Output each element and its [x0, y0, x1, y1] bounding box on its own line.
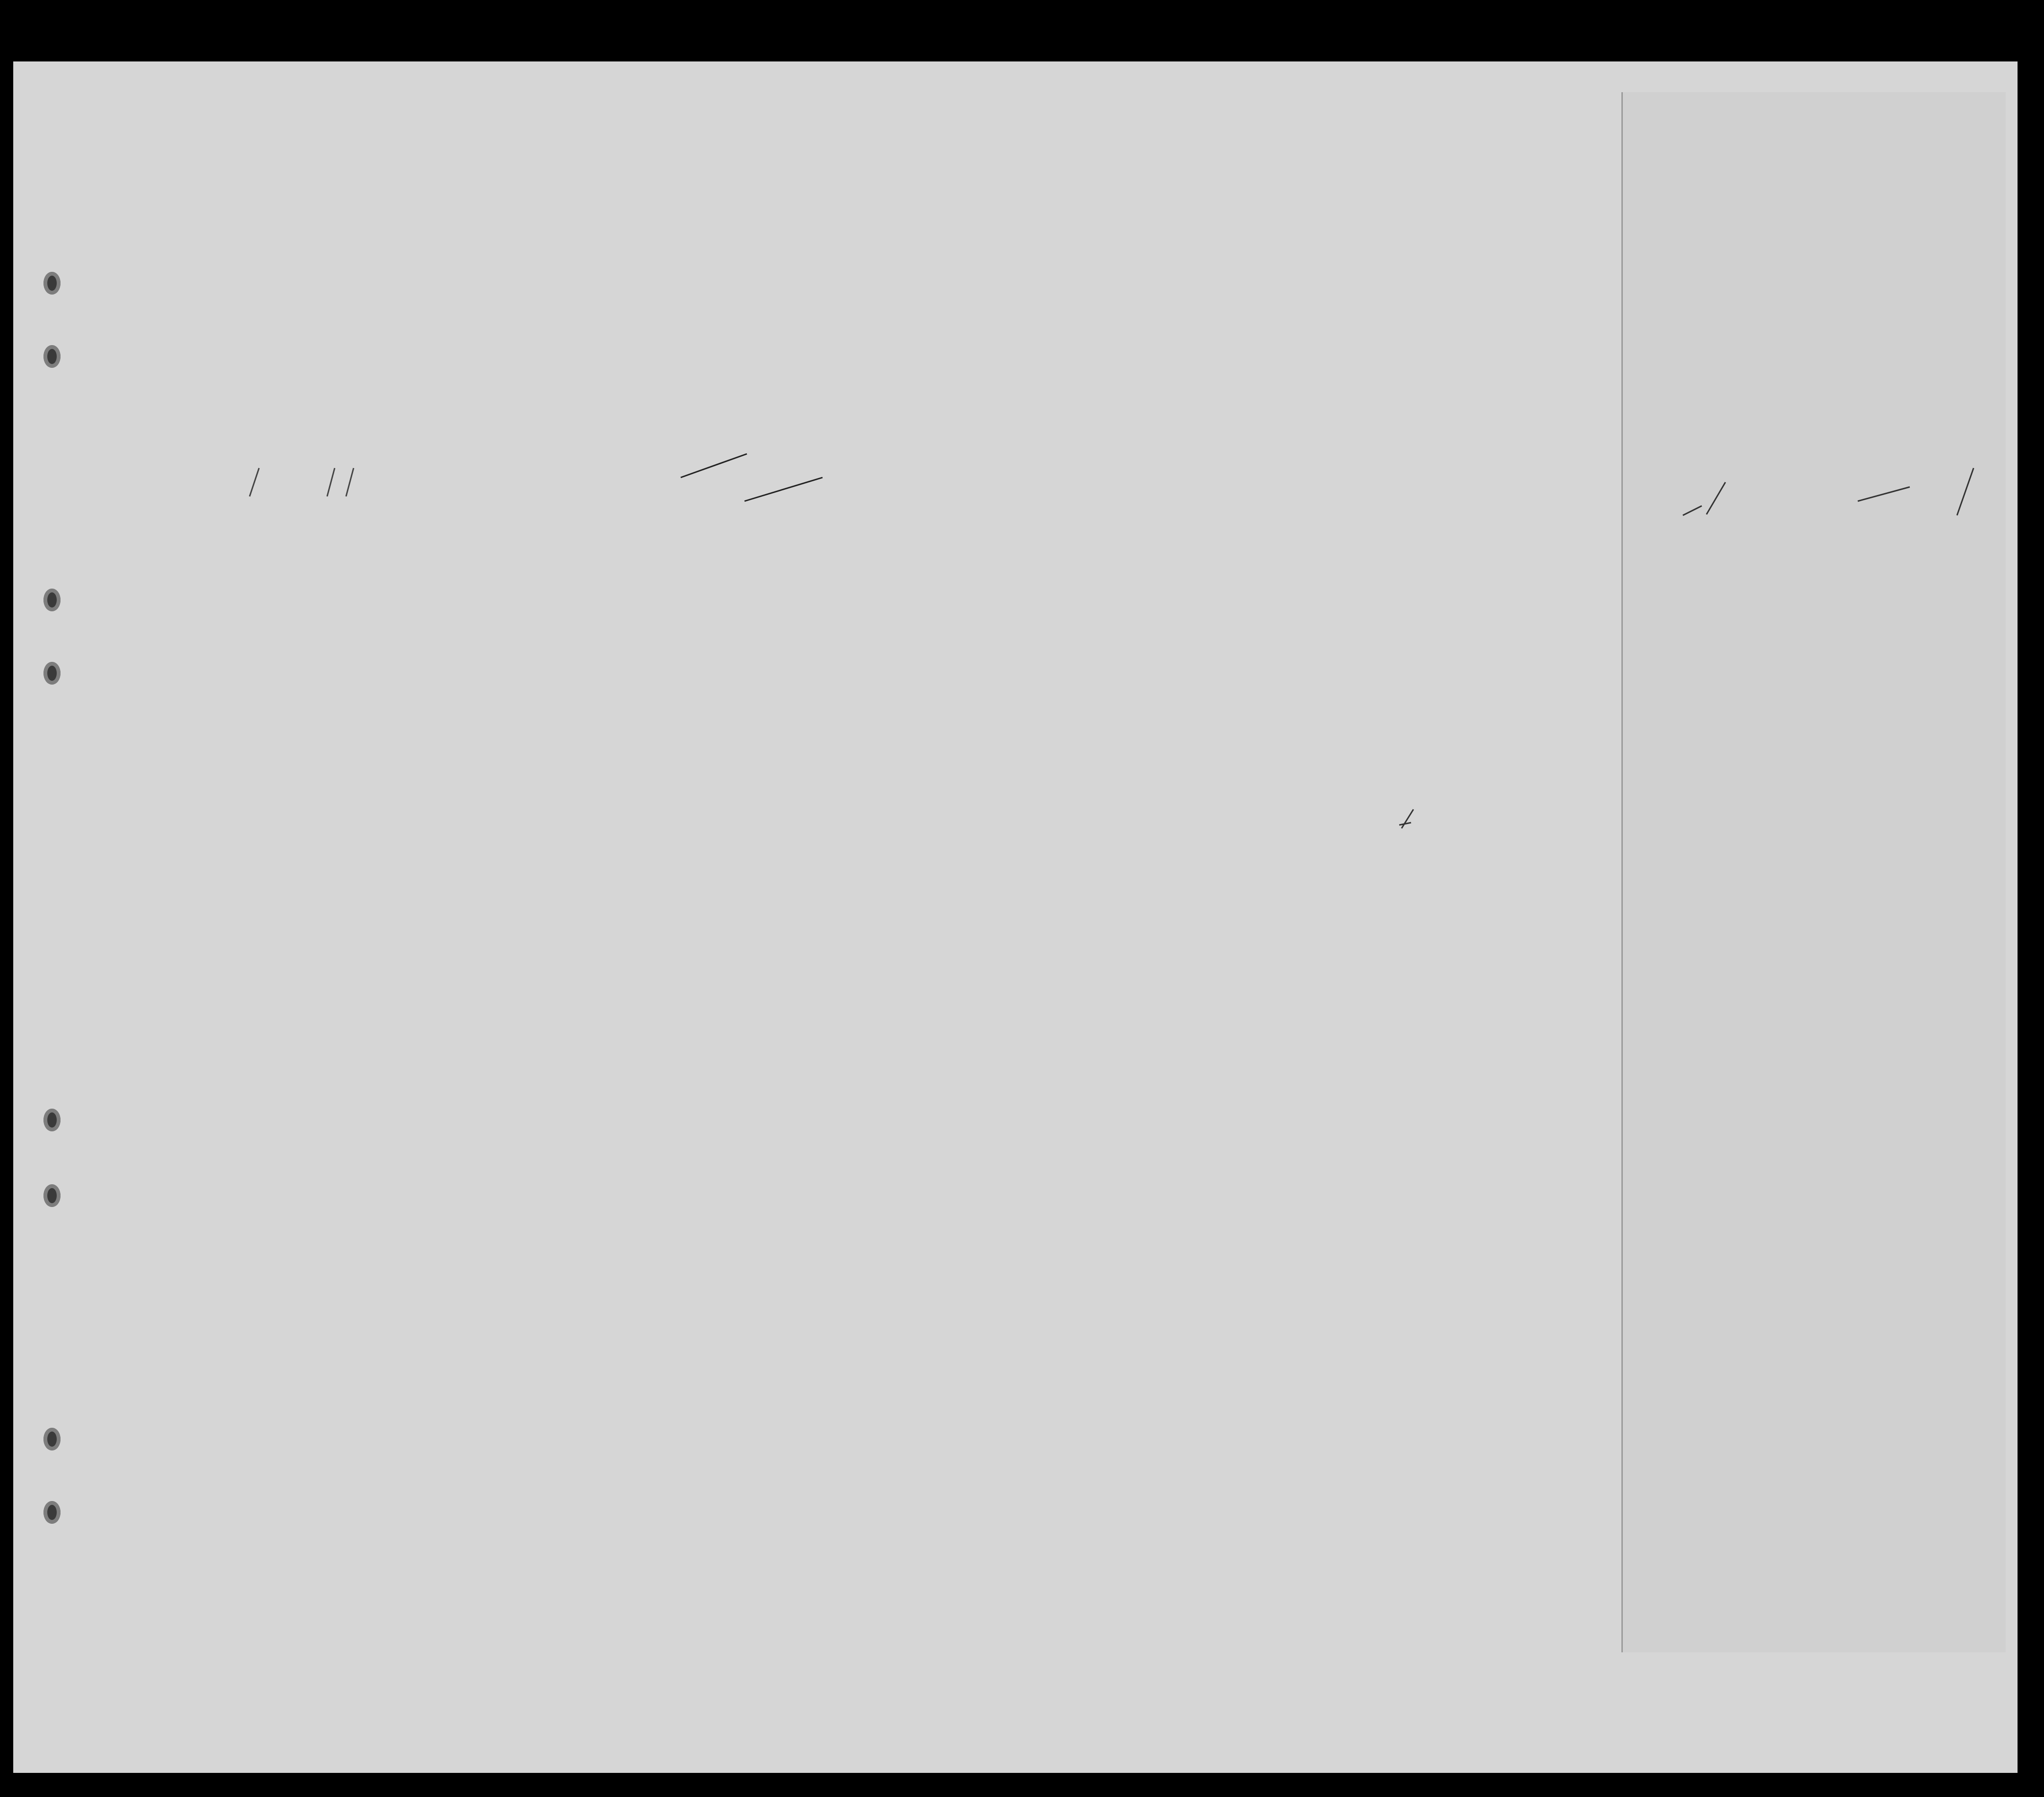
- check-stroke: [1858, 487, 1910, 501]
- check-stroke: [1957, 468, 1974, 515]
- check-stroke: [1706, 482, 1725, 514]
- check-stroke: [1683, 506, 1702, 515]
- arrow-stroke: [681, 454, 747, 477]
- check-stroke: [327, 468, 335, 496]
- check-stroke: [250, 468, 259, 496]
- tick-mark: [1402, 809, 1413, 828]
- arrow-stroke: [745, 477, 823, 501]
- check-stroke: [346, 468, 354, 496]
